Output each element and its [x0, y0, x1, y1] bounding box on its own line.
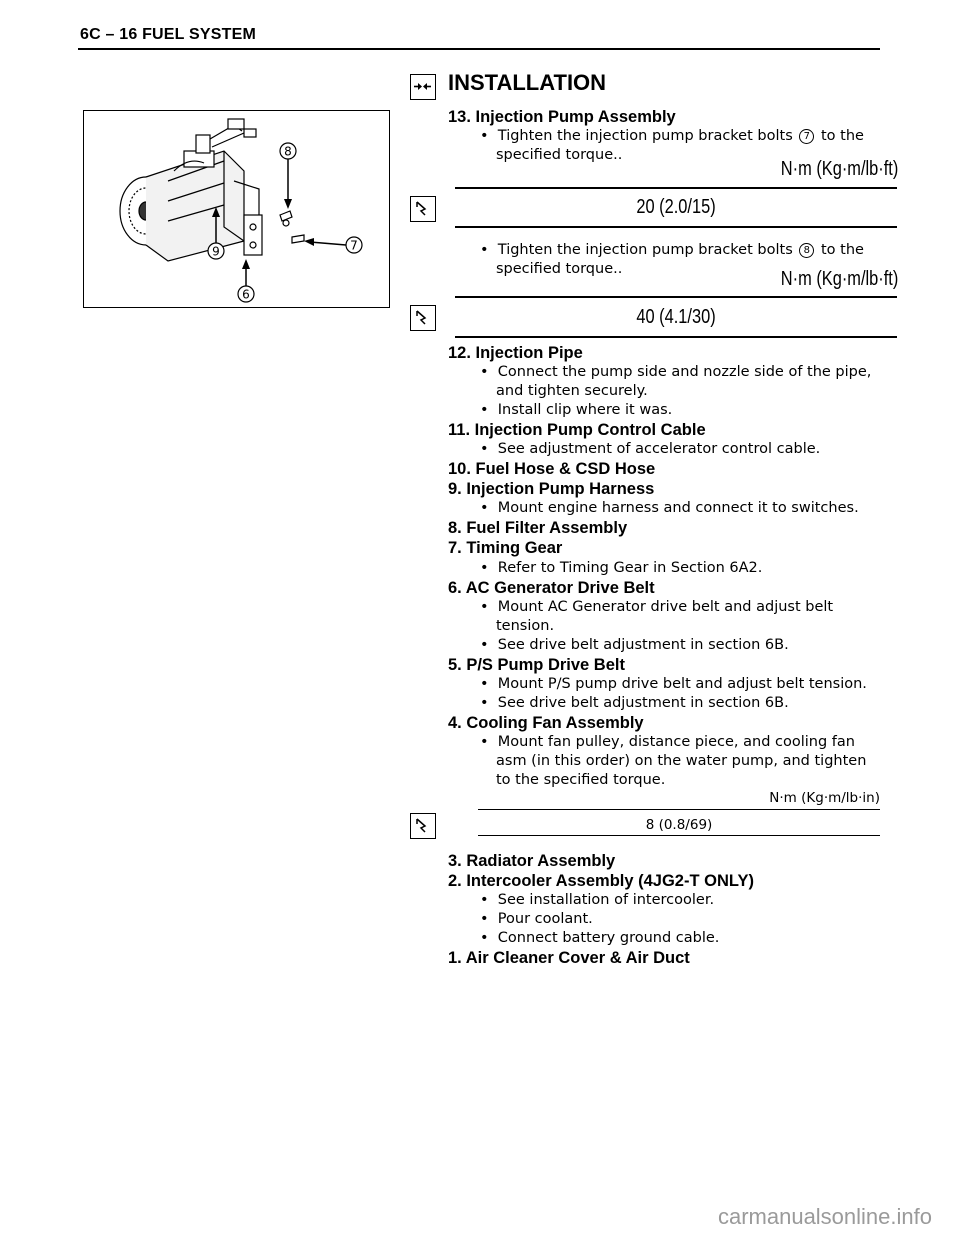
step-2-bullet-3: • Connect battery ground cable.: [480, 930, 720, 946]
step-12-bullet-1: • Connect the pump side and nozzle side of the pipe,: [480, 364, 872, 380]
step-12-title: 12. Injection Pipe: [448, 344, 583, 362]
step-13-bullet-2: • Tighten the injection pump bracket bolts 8 to the: [480, 242, 864, 258]
step-13-bullet-2-cont: specified torque..: [496, 261, 623, 277]
step-4-bullet-1: • Mount fan pulley, distance piece, and cooling fan: [480, 734, 855, 750]
step-9-bullet-1: • Mount engine harness and connect it to switches.: [480, 500, 859, 516]
step-8-title: 8. Fuel Filter Assembly: [448, 519, 628, 537]
torque-rule-top-1: [455, 187, 897, 189]
installation-icon: [410, 74, 436, 100]
step-13-title: 13. Injection Pump Assembly: [448, 108, 676, 126]
step-6-title: 6. AC Generator Drive Belt: [448, 579, 655, 597]
torque-rule-top-2: [455, 296, 897, 298]
step-13-bullet-1: • Tighten the injection pump bracket bolts 7 to the: [480, 128, 864, 144]
step-10-title: 10. Fuel Hose & CSD Hose: [448, 460, 656, 478]
step-4-bullet-1-cont-2: to the specified torque.: [496, 772, 666, 788]
injection-pump-drawing: [84, 111, 389, 307]
step-2-bullet-2: • Pour coolant.: [480, 911, 593, 927]
step-12-bullet-1-cont: and tighten securely.: [496, 383, 648, 399]
step-5-bullet-2: • See drive belt adjustment in section 6B.: [480, 695, 789, 711]
callout-8: [280, 143, 296, 209]
svg-text:7: 7: [350, 238, 358, 253]
step-11-bullet-1: • See adjustment of accelerator control cable.: [480, 441, 821, 457]
torque-rule-bottom-2: [455, 336, 897, 338]
ref-8-marker: 8: [799, 243, 814, 258]
step-6-bullet-1: • Mount AC Generator drive belt and adjust belt: [480, 599, 834, 615]
torque-value-2: 40 (4.1/30): [636, 306, 716, 328]
torque-unit-3: N·m (Kg·m/lb·in): [769, 790, 880, 806]
step-9-title: 9. Injection Pump Harness: [448, 480, 655, 498]
step-4-bullet-1-cont-1: asm (in this order) on the water pump, and tighten: [496, 753, 867, 769]
step-3-title: 3. Radiator Assembly: [448, 852, 616, 870]
callout-7: [304, 237, 362, 253]
step-2-bullet-1: • See installation of intercooler.: [480, 892, 715, 908]
step-2-title: 2. Intercooler Assembly (4JG2-T ONLY): [448, 872, 754, 890]
step-6-bullet-1-cont: tension.: [496, 618, 555, 634]
watermark: carmanualsonline.info: [717, 1204, 932, 1229]
step-5-title: 5. P/S Pump Drive Belt: [448, 656, 625, 674]
section-title: INSTALLATION: [448, 70, 607, 95]
step-5-bullet-1: • Mount P/S pump drive belt and adjust belt tension.: [480, 676, 867, 692]
step-7-bullet-1: • Refer to Timing Gear in Section 6A2.: [480, 560, 763, 576]
header-rule: [78, 48, 880, 50]
step-6-bullet-2: • See drive belt adjustment in section 6B.: [480, 637, 789, 653]
svg-text:8: 8: [284, 144, 292, 159]
torque-rule-bottom-3: [478, 835, 880, 836]
step-7-title: 7. Timing Gear: [448, 539, 563, 557]
svg-text:6: 6: [242, 287, 250, 302]
page-header: 6C – 16 FUEL SYSTEM: [80, 26, 257, 43]
svg-text:9: 9: [212, 244, 220, 259]
step-1-title: 1. Air Cleaner Cover & Air Duct: [448, 949, 690, 967]
torque-wrench-icon: [410, 196, 436, 222]
torque-value-1: 20 (2.0/15): [636, 196, 716, 218]
step-12-bullet-2: • Install clip where it was.: [480, 402, 673, 418]
torque-value-3: 8 (0.8/69): [645, 817, 713, 833]
injection-pump-figure: [83, 110, 390, 308]
step-11-title: 11. Injection Pump Control Cable: [448, 421, 706, 439]
torque-unit-2: N·m (Kg·m/lb·ft): [780, 268, 898, 290]
torque-unit-1: N·m (Kg·m/lb·ft): [780, 158, 898, 180]
callout-6: [238, 259, 254, 302]
torque-rule-top-3: [478, 809, 880, 810]
step-13-bullet-1-cont: specified torque..: [496, 147, 623, 163]
torque-rule-bottom-1: [455, 226, 897, 228]
step-4-title: 4. Cooling Fan Assembly: [448, 714, 644, 732]
torque-wrench-icon: [410, 813, 436, 839]
ref-7-marker: 7: [799, 129, 814, 144]
torque-wrench-icon: [410, 305, 436, 331]
